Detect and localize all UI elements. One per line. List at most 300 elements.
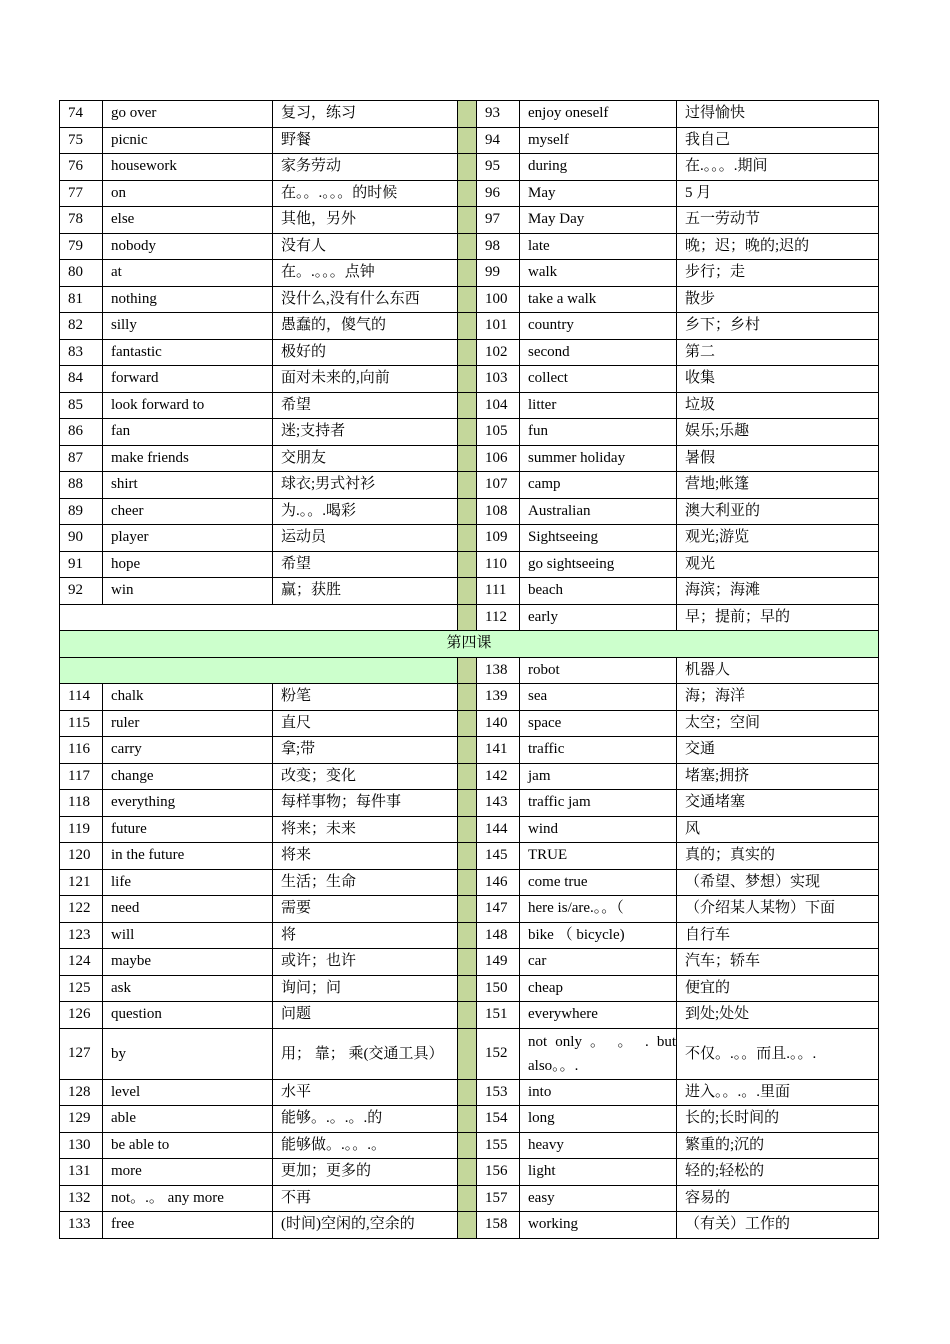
entry-word: during [520,154,677,181]
entry-number: 99 [477,260,520,287]
column-separator [458,1028,477,1079]
table-row [60,551,879,578]
entry-word: come true [520,869,677,896]
entry-number: 94 [477,127,520,154]
table-row [60,684,879,711]
column-separator [458,869,477,896]
entry-meaning: 没什么,没有什么东西 [273,286,458,313]
entry-word: nothing [103,286,273,313]
entry-word: look forward to [103,392,273,419]
column-separator [458,419,477,446]
table-row [60,975,879,1002]
entry-number: 117 [60,763,103,790]
table-row [60,1079,879,1106]
entry-word: able [103,1106,273,1133]
entry-number: 152 [477,1028,520,1079]
section-header-row [60,631,879,658]
entry-meaning: 繁重的;沉的 [677,1132,879,1159]
entry-number: 129 [60,1106,103,1133]
entry-word: picnic [103,127,273,154]
entry-number: 122 [60,896,103,923]
entry-word: hope [103,551,273,578]
entry-number: 158 [477,1212,520,1239]
entry-word: jam [520,763,677,790]
column-separator [458,127,477,154]
entry-number: 120 [60,843,103,870]
table-row [60,949,879,976]
entry-meaning: 直尺 [273,710,458,737]
table-row [60,896,879,923]
entry-word: traffic [520,737,677,764]
entry-word: on [103,180,273,207]
entry-word: nobody [103,233,273,260]
column-separator [458,1106,477,1133]
entry-word: litter [520,392,677,419]
column-separator [458,1079,477,1106]
entry-meaning: 5 月 [677,180,879,207]
entry-number: 115 [60,710,103,737]
column-separator [458,949,477,976]
entry-meaning: 我自己 [677,127,879,154]
vocab-rows-middle [60,604,879,684]
column-separator [458,101,477,128]
entry-word: fantastic [103,339,273,366]
entry-meaning: 步行；走 [677,260,879,287]
entry-word: forward [103,366,273,393]
entry-word: make friends [103,445,273,472]
entry-meaning: 赢；获胜 [273,578,458,605]
entry-word: ruler [103,710,273,737]
entry-word: myself [520,127,677,154]
entry-meaning: 在.。。。.期间 [677,154,879,181]
entry-word: long [520,1106,677,1133]
table-row [60,578,879,605]
entry-word: win [103,578,273,605]
entry-meaning: 营地;帐篷 [677,472,879,499]
entry-word: change [103,763,273,790]
column-separator [458,1212,477,1239]
entry-number: 138 [477,657,520,684]
column-separator [458,843,477,870]
table-row [60,1185,879,1212]
table-row [60,498,879,525]
table-row [60,1132,879,1159]
entry-number: 80 [60,260,103,287]
column-separator [458,1185,477,1212]
entry-meaning: 垃圾 [677,392,879,419]
entry-number: 106 [477,445,520,472]
empty-cell [60,657,458,684]
entry-meaning: 海；海洋 [677,684,879,711]
entry-number: 140 [477,710,520,737]
entry-number: 156 [477,1159,520,1186]
entry-meaning: 极好的 [273,339,458,366]
column-separator [458,816,477,843]
table-row [60,657,879,684]
entry-number: 81 [60,286,103,313]
entry-number: 109 [477,525,520,552]
entry-meaning: 拿;带 [273,737,458,764]
column-separator [458,604,477,631]
entry-word: wind [520,816,677,843]
column-separator [458,260,477,287]
entry-number: 76 [60,154,103,181]
entry-word: shirt [103,472,273,499]
entry-number: 121 [60,869,103,896]
column-separator [458,313,477,340]
section-title: 第四课 [60,631,879,658]
entry-meaning: 第二 [677,339,879,366]
column-separator [458,525,477,552]
entry-number: 100 [477,286,520,313]
entry-number: 145 [477,843,520,870]
column-separator [458,551,477,578]
column-separator [458,392,477,419]
table-row [60,207,879,234]
vocabulary-table [59,100,879,1239]
table-row [60,604,879,631]
entry-number: 75 [60,127,103,154]
entry-number: 104 [477,392,520,419]
entry-meaning: 晚；迟；晚的;迟的 [677,233,879,260]
entry-word: second [520,339,677,366]
entry-meaning: 便宜的 [677,975,879,1002]
entry-word: question [103,1002,273,1029]
entry-meaning: 不仅。.。。而且.。。. [677,1028,879,1079]
table-row [60,127,879,154]
entry-word: carry [103,737,273,764]
entry-word: go over [103,101,273,128]
entry-word: need [103,896,273,923]
entry-meaning: 容易的 [677,1185,879,1212]
entry-number: 95 [477,154,520,181]
entry-word: May [520,180,677,207]
entry-number: 146 [477,869,520,896]
entry-number: 128 [60,1079,103,1106]
entry-word: cheap [520,975,677,1002]
column-separator [458,657,477,684]
entry-number: 101 [477,313,520,340]
entry-meaning: 水平 [273,1079,458,1106]
entry-number: 98 [477,233,520,260]
column-separator [458,498,477,525]
entry-meaning: 娱乐;乐趣 [677,419,879,446]
column-separator [458,207,477,234]
entry-meaning: 用； 靠； 乘(交通工具） [273,1028,458,1079]
table-row [60,710,879,737]
entry-meaning: 机器人 [677,657,879,684]
entry-number: 148 [477,922,520,949]
entry-number: 124 [60,949,103,976]
entry-meaning: 长的;长时间的 [677,1106,879,1133]
entry-meaning: 能够做。.。。.。 [273,1132,458,1159]
entry-word: future [103,816,273,843]
entry-number: 118 [60,790,103,817]
entry-number: 92 [60,578,103,605]
entry-meaning: 轻的;轻松的 [677,1159,879,1186]
entry-meaning: 其他，另外 [273,207,458,234]
entry-word: here is/are.。。（ [520,896,677,923]
entry-number: 154 [477,1106,520,1133]
entry-meaning: （希望、梦想）实现 [677,869,879,896]
entry-word: into [520,1079,677,1106]
entry-number: 96 [477,180,520,207]
entry-meaning: 散步 [677,286,879,313]
entry-meaning: 真的；真实的 [677,843,879,870]
entry-word: collect [520,366,677,393]
entry-meaning: 询问；问 [273,975,458,1002]
entry-meaning: 交通 [677,737,879,764]
entry-number: 155 [477,1132,520,1159]
entry-word: beach [520,578,677,605]
column-separator [458,975,477,1002]
column-separator [458,286,477,313]
entry-meaning: 没有人 [273,233,458,260]
entry-meaning: 问题 [273,1002,458,1029]
entry-number: 85 [60,392,103,419]
table-row [60,1159,879,1186]
entry-meaning: 野餐 [273,127,458,154]
entry-number: 142 [477,763,520,790]
entry-word: camp [520,472,677,499]
column-separator [458,445,477,472]
entry-meaning: 希望 [273,392,458,419]
table-row [60,1106,879,1133]
entry-word: cheer [103,498,273,525]
entry-number: 119 [60,816,103,843]
vocab-rows-bottom [60,684,879,1239]
entry-word: enjoy oneself [520,101,677,128]
entry-number: 114 [60,684,103,711]
entry-word: space [520,710,677,737]
column-separator [458,339,477,366]
column-separator [458,578,477,605]
column-separator [458,1002,477,1029]
entry-number: 105 [477,419,520,446]
entry-number: 130 [60,1132,103,1159]
entry-word: fan [103,419,273,446]
table-row [60,286,879,313]
entry-word: else [103,207,273,234]
entry-meaning: 为.。。.喝彩 [273,498,458,525]
entry-meaning: 复习，练习 [273,101,458,128]
table-row [60,922,879,949]
entry-meaning: 汽车；轿车 [677,949,879,976]
entry-word: fun [520,419,677,446]
entry-meaning: 将来；未来 [273,816,458,843]
entry-meaning: （有关）工作的 [677,1212,879,1239]
table-row [60,525,879,552]
entry-word: car [520,949,677,976]
entry-meaning: 暑假 [677,445,879,472]
entry-number: 91 [60,551,103,578]
entry-meaning: 收集 [677,366,879,393]
column-separator [458,472,477,499]
entry-meaning: 堵塞;拥挤 [677,763,879,790]
entry-word: be able to [103,1132,273,1159]
table-row [60,843,879,870]
column-separator [458,922,477,949]
entry-number: 143 [477,790,520,817]
table-row [60,392,879,419]
table-row [60,101,879,128]
entry-number: 87 [60,445,103,472]
table-row [60,1002,879,1029]
entry-meaning: 家务劳动 [273,154,458,181]
entry-meaning: 生活；生命 [273,869,458,896]
entry-meaning: 将来 [273,843,458,870]
entry-number: 107 [477,472,520,499]
entry-number: 97 [477,207,520,234]
entry-word: Australian [520,498,677,525]
entry-word: at [103,260,273,287]
table-row [60,1212,879,1239]
entry-meaning: 愚蠢的，傻气的 [273,313,458,340]
entry-meaning: 过得愉快 [677,101,879,128]
entry-word: chalk [103,684,273,711]
entry-word: Sightseeing [520,525,677,552]
column-separator [458,790,477,817]
entry-meaning: 在。.。。。点钟 [273,260,458,287]
entry-meaning: 球衣;男式衬衫 [273,472,458,499]
vocab-rows-top [60,101,879,605]
table-row [60,816,879,843]
entry-number: 125 [60,975,103,1002]
table-row [60,790,879,817]
entry-number: 150 [477,975,520,1002]
empty-cell [60,604,458,631]
entry-word: not only 。 。 . but also。。. [520,1028,677,1079]
entry-meaning: 希望 [273,551,458,578]
entry-number: 153 [477,1079,520,1106]
column-separator [458,763,477,790]
entry-meaning: 海滨；海滩 [677,578,879,605]
entry-number: 131 [60,1159,103,1186]
entry-meaning: 观光 [677,551,879,578]
entry-number: 102 [477,339,520,366]
entry-meaning: 每样事物；每件事 [273,790,458,817]
entry-word: everything [103,790,273,817]
entry-meaning: 不再 [273,1185,458,1212]
entry-number: 116 [60,737,103,764]
table-row [60,260,879,287]
entry-number: 126 [60,1002,103,1029]
entry-number: 141 [477,737,520,764]
entry-number: 86 [60,419,103,446]
entry-meaning: 自行车 [677,922,879,949]
column-separator [458,1132,477,1159]
entry-number: 144 [477,816,520,843]
entry-word: robot [520,657,677,684]
column-separator [458,1159,477,1186]
table-row [60,180,879,207]
entry-meaning: 更加；更多的 [273,1159,458,1186]
entry-meaning: 到处;处处 [677,1002,879,1029]
entry-number: 127 [60,1028,103,1079]
table-row [60,763,879,790]
entry-word: in the future [103,843,273,870]
entry-number: 93 [477,101,520,128]
entry-meaning: 粉笔 [273,684,458,711]
entry-word: more [103,1159,273,1186]
entry-number: 149 [477,949,520,976]
entry-word: traffic jam [520,790,677,817]
column-separator [458,154,477,181]
entry-word: level [103,1079,273,1106]
entry-word: light [520,1159,677,1186]
entry-word: walk [520,260,677,287]
entry-word: take a walk [520,286,677,313]
entry-number: 151 [477,1002,520,1029]
entry-word: silly [103,313,273,340]
entry-number: 103 [477,366,520,393]
entry-word: player [103,525,273,552]
table-row [60,737,879,764]
entry-word: by [103,1028,273,1079]
entry-word: heavy [520,1132,677,1159]
table-row [60,869,879,896]
table-row [60,419,879,446]
entry-word: easy [520,1185,677,1212]
entry-meaning: 观光;游览 [677,525,879,552]
entry-meaning: 面对未来的,向前 [273,366,458,393]
entry-number: 83 [60,339,103,366]
entry-meaning: 交朋友 [273,445,458,472]
table-row [60,313,879,340]
entry-meaning: 或许；也许 [273,949,458,976]
entry-number: 111 [477,578,520,605]
entry-number: 77 [60,180,103,207]
column-separator [458,896,477,923]
entry-word: life [103,869,273,896]
entry-number: 108 [477,498,520,525]
entry-meaning: 运动员 [273,525,458,552]
entry-number: 112 [477,604,520,631]
table-row [60,339,879,366]
entry-word: ask [103,975,273,1002]
table-row [60,472,879,499]
entry-meaning: (时间)空闲的,空余的 [273,1212,458,1239]
entry-word: bike （ bicycle) [520,922,677,949]
entry-number: 78 [60,207,103,234]
entry-word: May Day [520,207,677,234]
column-separator [458,233,477,260]
entry-number: 82 [60,313,103,340]
column-separator [458,366,477,393]
entry-word: everywhere [520,1002,677,1029]
entry-meaning: 风 [677,816,879,843]
entry-meaning: 能够。.。.。.的 [273,1106,458,1133]
table-row [60,1028,879,1079]
entry-number: 139 [477,684,520,711]
entry-word: go sightseeing [520,551,677,578]
entry-word: sea [520,684,677,711]
entry-word: housework [103,154,273,181]
entry-number: 147 [477,896,520,923]
entry-number: 89 [60,498,103,525]
entry-meaning: 迷;支持者 [273,419,458,446]
entry-word: free [103,1212,273,1239]
entry-meaning: 交通堵塞 [677,790,879,817]
table-row [60,154,879,181]
entry-number: 88 [60,472,103,499]
entry-number: 132 [60,1185,103,1212]
table-row [60,366,879,393]
column-separator [458,684,477,711]
entry-meaning: 澳大利亚的 [677,498,879,525]
entry-number: 157 [477,1185,520,1212]
entry-word: working [520,1212,677,1239]
